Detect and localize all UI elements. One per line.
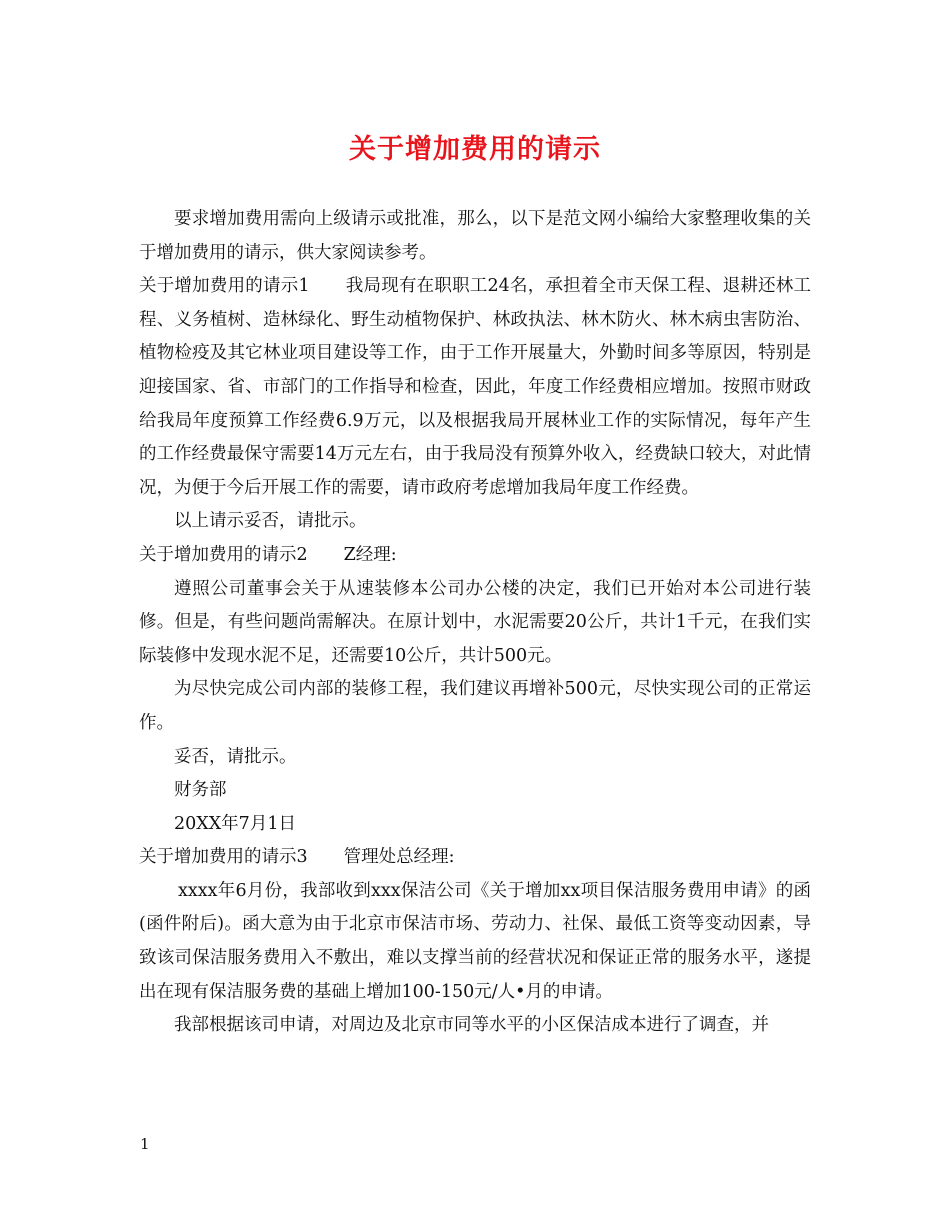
section2-closing: 妥否，请批示。	[174, 746, 297, 767]
section2-addressee: Z经理:	[343, 544, 397, 565]
section2-paragraph-2: 为尽快完成公司内部的装修工程，我们建议再增补500元，尽快实现公司的正常运作。	[139, 679, 811, 733]
section2-date: 20XX年7月1日	[174, 813, 296, 834]
section2-heading-line	[139, 539, 811, 573]
section1-closing: 以上请示妥否，请批示。	[174, 511, 367, 532]
intro-paragraph: 要求增加费用需向上级请示或批准，那么，以下是范文网小编给大家整理收集的关于增加费用的请示，供大家阅读参考。	[139, 209, 811, 263]
section1-body: 我局现有在职职工24名，承担着全市天保工程、退耕还林工程、义务植树、造林绿化、野生动植物保护、林政执法、林木防火、林木病虫害防治、植物检疫及其它林业项目建设等工作，由于工作开展量大，外勤时间多等原因，特别是迎接国家、省、市部门的工作指导和检查，因此，年度工作经费相应增加。按照市财政给我局年度预算工作经费6.9万元，以及根据我局开展林业工作的实际情况，每年产生的工作经费最保守需要14万元左右，由于我局没有预算外收入，经费缺口较大，对此情况，为便于今后开展工作的需要，请市政府考虑增加我局年度工作经费。	[139, 276, 811, 498]
section2-sender: 财务部	[174, 780, 227, 801]
document-title: 关于增加费用的请示	[349, 134, 601, 165]
section3-heading: 关于增加费用的请示3	[139, 847, 308, 868]
document-body	[139, 203, 811, 1043]
section3-paragraph-1: xxxx年6月份，我部收到xxx保洁公司《关于增加xx项目保洁服务费用申请》的函(函件附后)。函大意为由于北京市保洁市场、劳动力、社保、最低工资等变动因素，导致该司保洁服务费用入不敷出，难以支撑当前的经营状况和保证正常的服务水平，遂提出在现有保洁服务费的基础上增加100-150元/人•月的申请。	[139, 880, 811, 1002]
section1-paragraph	[139, 270, 811, 505]
section2-paragraph-1: 遵照公司董事会关于从速装修本公司办公楼的决定，我们已开始对本公司进行装修。但是，有些问题尚需解决。在原计划中，水泥需要20公斤，共计1千元，在我们实际装修中发现水泥不足，还需要10公斤，共计500元。	[139, 578, 811, 666]
section3-heading-line	[139, 841, 811, 875]
section2-heading: 关于增加费用的请示2	[139, 544, 308, 565]
page-number: 1	[140, 1135, 150, 1153]
section1-heading: 关于增加费用的请示1	[139, 276, 310, 297]
section3-addressee: 管理处总经理:	[343, 847, 455, 868]
section3-paragraph-2: 我部根据该司申请，对周边及北京市同等水平的小区保洁成本进行了调查，并	[174, 1015, 769, 1036]
